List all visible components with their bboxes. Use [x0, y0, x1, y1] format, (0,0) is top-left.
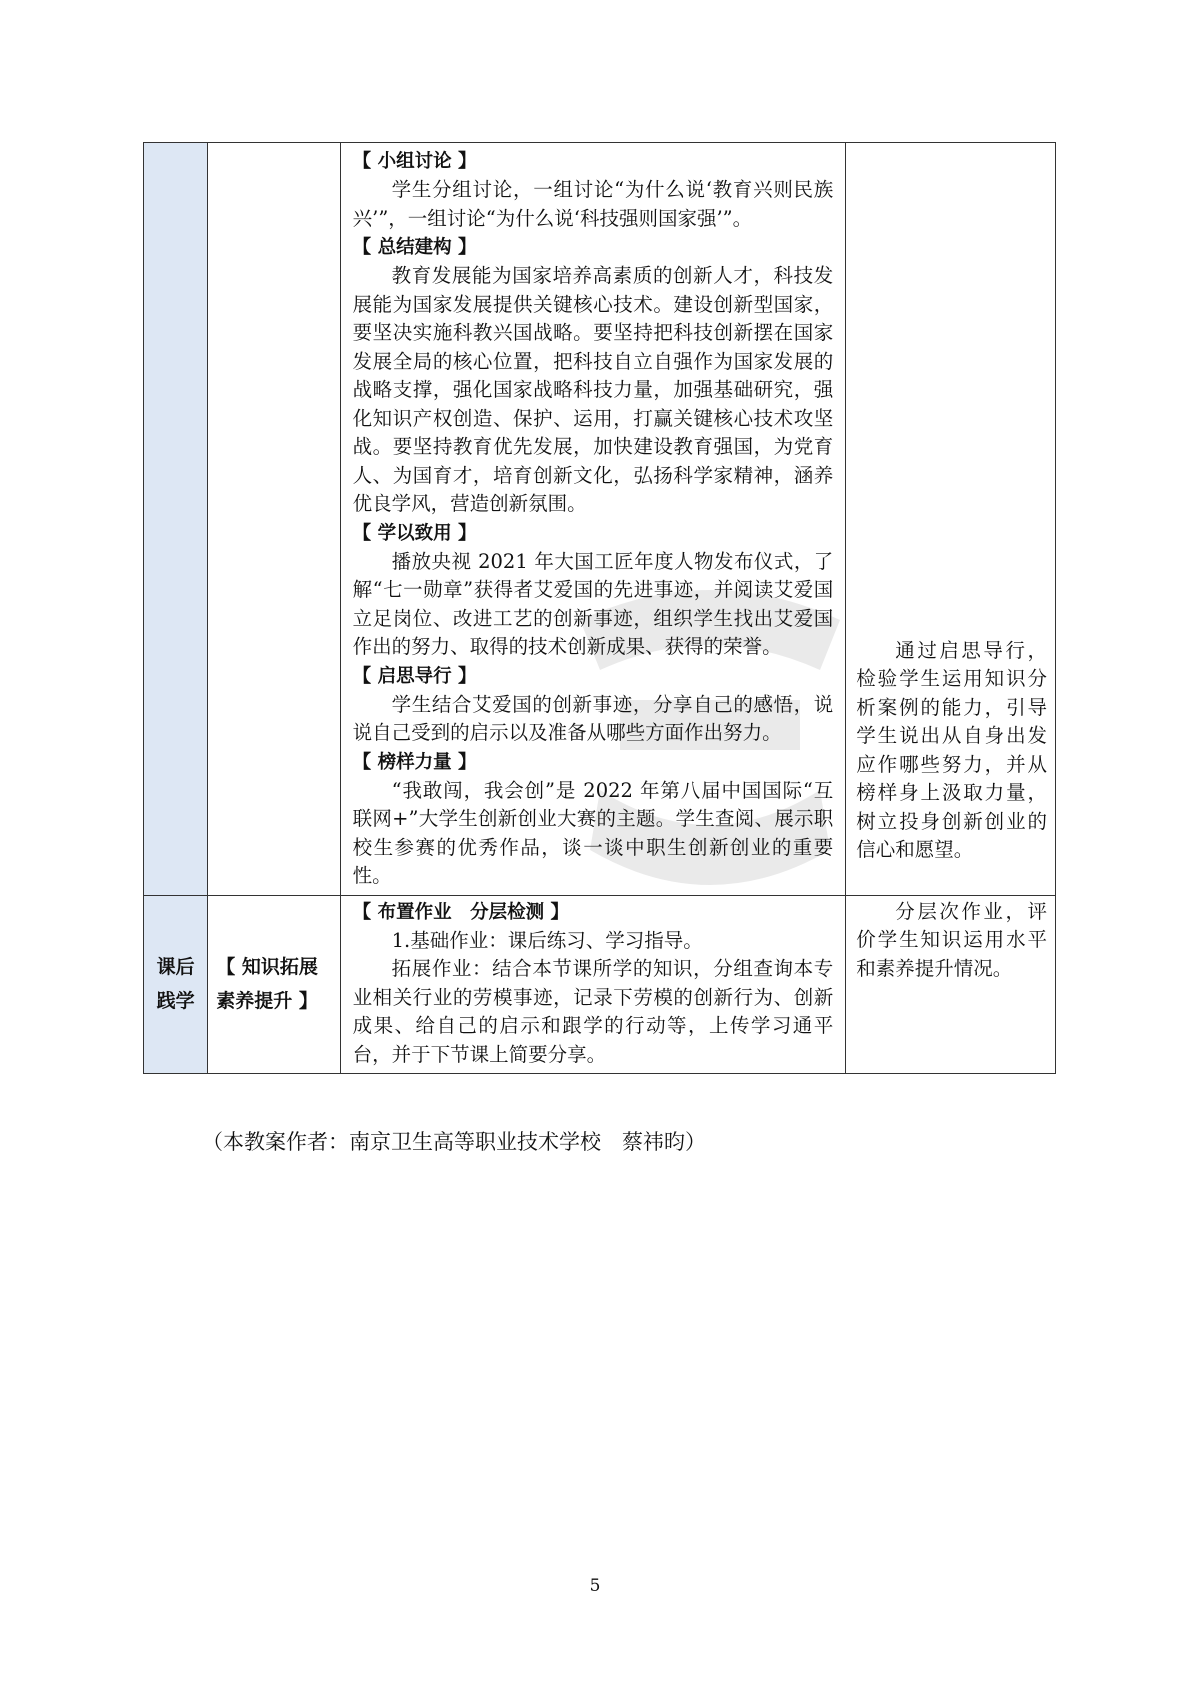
topic-label: 【 知识拓展素养提升 】: [216, 956, 318, 1013]
stage-cell: [144, 895, 208, 1074]
design-intent-cell: [846, 895, 1056, 1074]
section-text: “我敢闯，我会创”是 2022 年第八届中国国际“互联网+”大学生创新创业大赛的主题。学生查阅、展示职校生参赛的优秀作品，谈一谈中职生创新创业的重要性。: [352, 778, 834, 887]
homework-extended: 拓展作业：结合本节课所学的知识，分组查询本专业相关行业的劳模事迹，记录下劳模的创新行为、创新成果、给自己的启示和跟学的行动等，上传学习通平台，并于下节课上简要分享。: [352, 957, 834, 1066]
section-text: 教育发展能为国家培养高素质的创新人才，科技发展能为国家发展提供关键核心技术。建设创新型国家，要坚决实施科教兴国战略。要坚持把科技创新摆在国家发展全局的核心位置，把科技自立自强作为国家发展的战略支撑，强化国家战略科技力量，加强基础研究，强化知识产权创造、保护、运用，打赢关键核心技术攻坚战。要坚持教育优先发展，加快建设教育强国，为党育人、为国育才，培育创新文化，弘扬科学家精神，涵养优良学风，营造创新氛围。: [352, 264, 834, 515]
activity-cell: [340, 895, 846, 1074]
topic-cell: [208, 895, 340, 1074]
design-intent-text: 分层次作业，评价学生知识运用水平和素养提升情况。: [856, 899, 1047, 980]
design-intent-cell: [846, 143, 1056, 896]
section-heading: 【 榜样力量 】: [352, 751, 477, 773]
topic-cell: [208, 143, 340, 896]
section-heading: 【 学以致用 】: [352, 522, 477, 544]
homework-basic: 1.基础作业：课后练习、学习指导。: [391, 928, 703, 952]
author-note: （本教案作者：南京卫生高等职业技术学校 蔡祎昀）: [202, 1130, 706, 1154]
table-row: [144, 895, 1056, 1074]
lesson-plan-table: [143, 142, 1056, 1074]
section-heading: 【 小组讨论 】: [352, 151, 477, 172]
activity-cell: [340, 143, 846, 896]
design-intent-text: 通过启思导行，检验学生运用知识分析案例的能力，引导学生说出从自身出发应作哪些努力，并从榜样身上汲取力量，树立投身创新创业的信心和愿望。: [856, 638, 1047, 861]
section-heading: 【 布置作业 分层检测 】: [352, 901, 570, 923]
section-heading: 【 启思导行 】: [352, 665, 477, 687]
stage-label: 课后践学: [156, 956, 195, 1013]
section-text: 学生分组讨论，一组讨论“为什么说‘教育兴则民族兴’”，一组讨论“为什么说‘科技强则国家强’”。: [352, 178, 834, 230]
section-text: 播放央视 2021 年大国工匠年度人物发布仪式，了解“七一勋章”获得者艾爱国的先进事迹，并阅读艾爱国立足岗位、改进工艺的创新事迹，组织学生找出艾爱国作出的努力、取得的技术创新成果、获得的荣誉。: [352, 549, 834, 658]
table-row: [144, 143, 1056, 896]
section-heading: 【 总结建构 】: [352, 237, 477, 258]
section-text: 学生结合艾爱国的创新事迹，分享自己的感悟，说说自己受到的启示以及准备从哪些方面作出努力。: [352, 692, 834, 744]
page-number: 5: [589, 1576, 601, 1596]
stage-cell: [144, 143, 208, 896]
